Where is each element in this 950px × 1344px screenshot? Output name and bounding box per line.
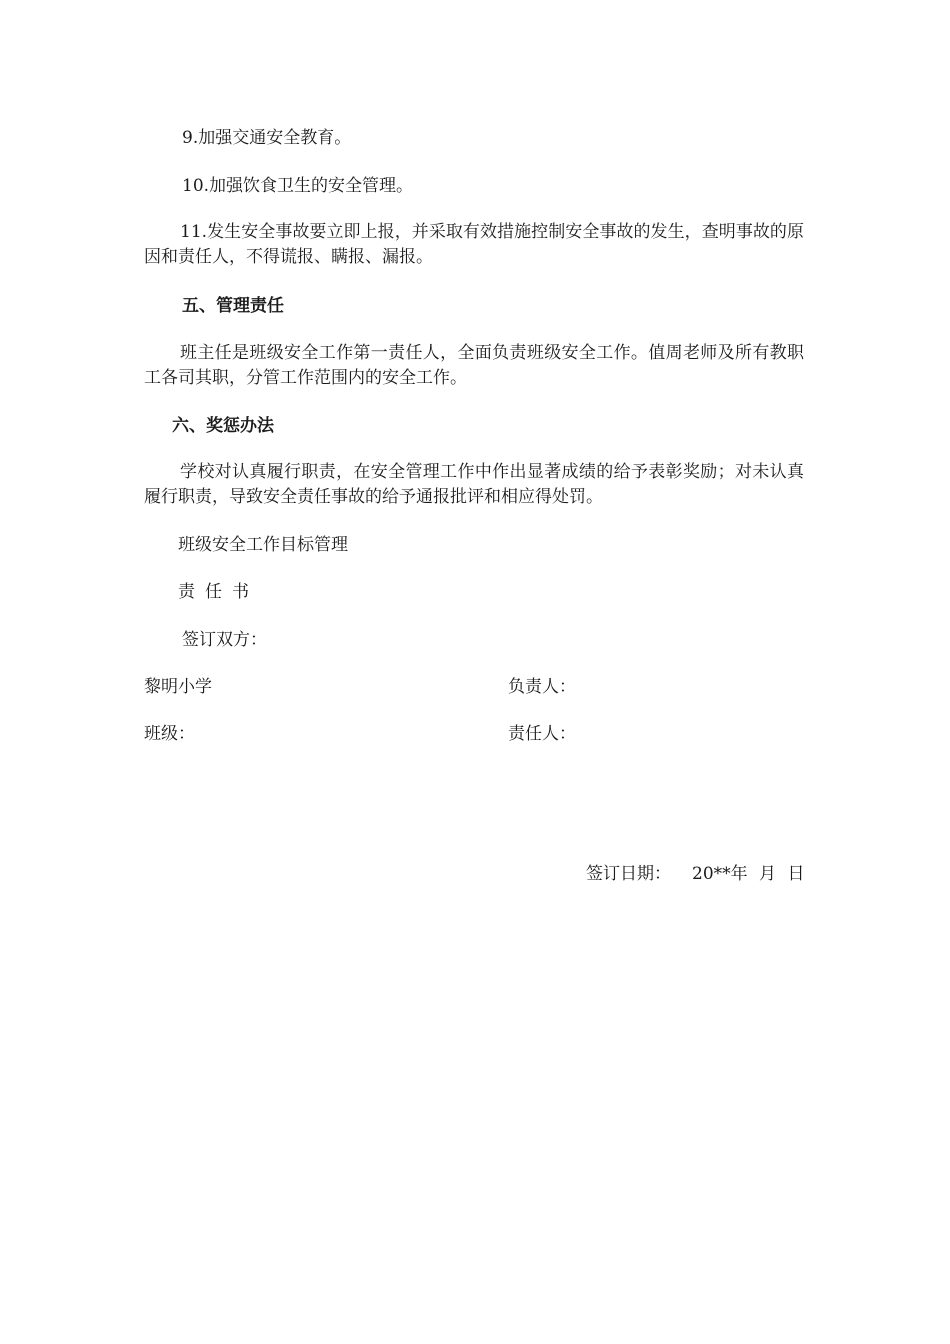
class-label: 班级： xyxy=(144,724,195,744)
document-title: 班级安全工作目标管理 xyxy=(178,535,348,555)
section-5-heading: 五、管理责任 xyxy=(182,296,284,316)
signing-parties-label: 签订双方： xyxy=(182,630,267,650)
item-10: 10.加强饮食卫生的安全管理。 xyxy=(182,176,414,196)
section-5-body: 班主任是班级安全工作第一责任人，全面负责班级安全工作。值周老师及所有教职工各司其职，分管工作范围内的安全工作。 xyxy=(144,343,804,388)
document-subtitle: 责任书 xyxy=(178,582,259,602)
item-11: 11.发生安全事故要立即上报，并采取有效措施控制安全事故的发生，查明事故的原因和责任人，不得谎报、瞒报、漏报。 xyxy=(144,222,804,267)
signing-date-label: 签订日期： xyxy=(586,864,671,884)
leader-label: 负责人： xyxy=(508,677,576,697)
section-6-body: 学校对认真履行职责，在安全管理工作中作出显著成绩的给予表彰奖励；对未认真履行职责，导致安全责任事故的给予通报批评和相应得处罚。 xyxy=(144,462,804,507)
signing-date-value: 20**年 月 日 xyxy=(692,864,805,884)
section-6-heading: 六、奖惩办法 xyxy=(172,416,274,436)
item-9: 9.加强交通安全教育。 xyxy=(182,128,352,148)
school-name: 黎明小学 xyxy=(144,677,212,697)
responsible-person-label: 责任人： xyxy=(508,724,576,744)
